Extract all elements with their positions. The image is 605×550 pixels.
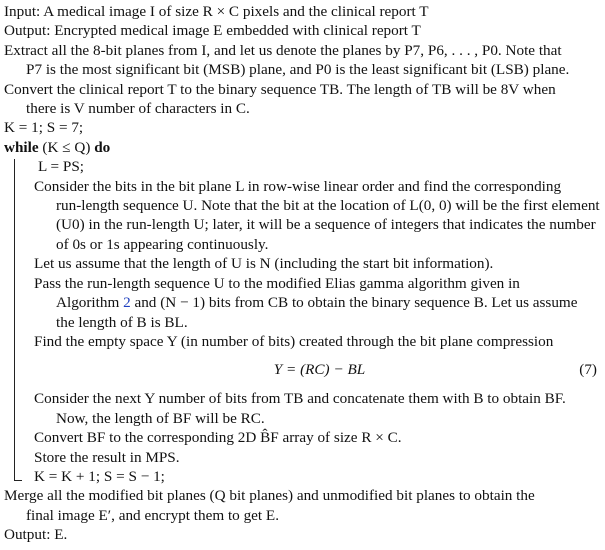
extract-line-2: P7 is the most significant bit (MSB) plane, and P0 is the least significant bit (LSB) plane. [26,61,570,79]
pass-step [34,274,605,332]
next-line-2: Now, the length of BF will be RC. [56,409,265,427]
equation-7 [34,360,605,380]
pass-line-3: the length of B is BL. [56,313,188,331]
pass-line-2a: Algorithm [56,294,120,312]
extract-line-1: Extract all the 8-bit planes from I, and let us denote the planes by P7, P6, . . . , P0. Note that [4,41,562,59]
output-final-line: Output: E. [4,526,68,544]
convert-step [4,80,605,119]
input-line: Input: A medical image I of size R × C pixels and the clinical report T [4,3,429,20]
letlen-line: Let us assume that the length of U is N (including the start bit information). [34,255,494,273]
merge-line-1: Merge all the modified bit planes (Q bit planes) and unmodified bit planes to obtain the [4,487,535,505]
assign-L-line: L = PS; [38,158,84,176]
pass-line-2b: and (N − 1) bits from CB to obtain the binary sequence B. Let us assume [134,294,578,312]
equation-number: (7) [579,361,597,379]
while-header [4,138,605,157]
consider-line-1: Consider the bits in the bit plane L in row-wise linear order and find the corresponding [34,177,562,195]
output-header-line: Output: Encrypted medical image E embedded with clinical report T [4,22,421,40]
init-line: K = 1; S = 7; [4,119,84,137]
convert2d-line: Convert BF to the corresponding 2D B̂F array of size R × C. [34,429,402,447]
merge-step [4,486,605,525]
pass-line-1: Pass the run-length sequence U to the modified Elias gamma algorithm given in [34,274,520,292]
consider-step [34,177,605,255]
next-step [34,389,605,428]
merge-line-2: final image E′, and encrypt them to get E. [26,506,279,524]
find-line: Find the empty space Y (in number of bits) created through the bit plane compression [34,332,554,350]
consider-line-2: run-length sequence U. Note that the bit at the location of L(0, 0) will be the first element [56,197,600,215]
next-line-1: Consider the next Y number of bits from TB and concatenate them with B to obtain BF. [34,390,566,408]
equation-body: Y = (RC) − BL [273,361,366,379]
do-keyword: do [94,138,111,156]
while-body [14,157,605,486]
consider-line-3: (U0) in the run-length U; later, it will be a sequence of integers that indicates the number [56,216,596,234]
algorithm-ref-link[interactable]: 2 [123,294,131,312]
convert-line-1: Convert the clinical report T to the binary sequence TB. The length of TB will be 8V when [4,80,556,98]
loop-bracket [14,159,15,481]
update-line: K = K + 1; S = S − 1; [34,467,165,485]
convert-line-2: there is V number of characters in C. [26,100,250,118]
pass-line-2 [56,293,605,312]
store-line: Store the result in MPS. [34,448,180,466]
while-keyword: while [4,138,39,156]
extract-step [4,41,605,80]
consider-line-4: of 0s or 1s appearing continuously. [56,235,269,253]
while-condition: (K ≤ Q) [42,138,91,156]
